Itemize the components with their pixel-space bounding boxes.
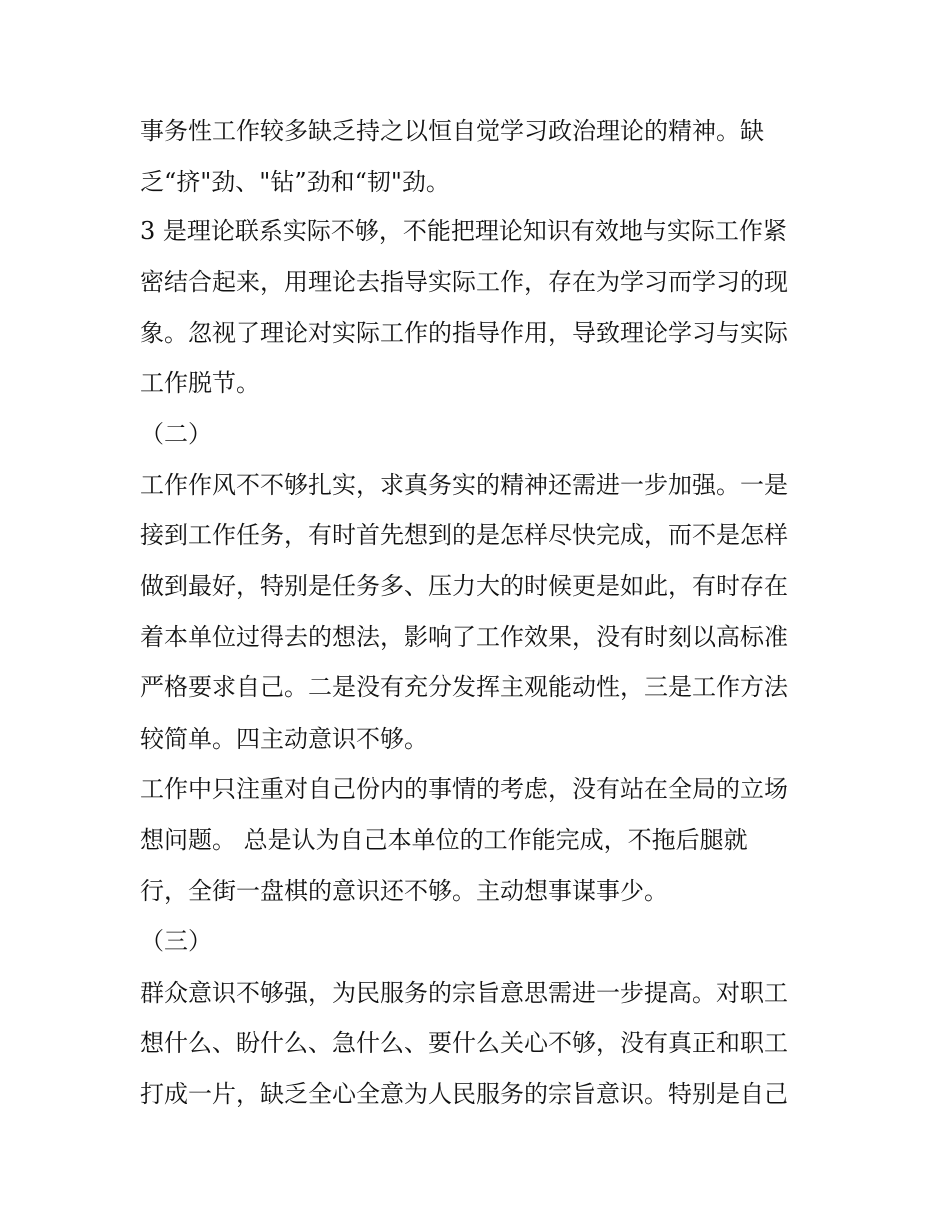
text-line: 工作作风不不够扎实，求真务实的精神还需进一步加强。一是 <box>140 471 788 499</box>
text-line: 严格要求自己。二是没有充分发挥主观能动性，三是工作方法 <box>140 673 788 701</box>
text-line: 想什么、盼什么、急什么、要什么关心不够，没有真正和职工 <box>140 1029 788 1057</box>
text-line: 密结合起来，用理论去指导实际工作，存在为学习而学习的现 <box>140 268 788 296</box>
text-line: 事务性工作较多缺乏持之以恒自觉学习政治理论的精神。缺 <box>140 117 764 145</box>
text-line: 较简单。四主动意识不够。 <box>140 725 428 753</box>
text-line: 乏“挤"劲、"钻”劲和“韧"劲。 <box>140 168 450 196</box>
text-line: 想问题。 总是认为自己本单位的工作能完成，不拖后腿就 <box>140 826 748 854</box>
text-line: 打成一片，缺乏全心全意为人民服务的宗旨意识。特别是自己 <box>140 1080 788 1108</box>
text-line: 3 是理论联系实际不够，不能把理论知识有效地与实际工作紧 <box>140 217 787 245</box>
text-line: 工作中只注重对自己份内的事情的考虑，没有站在全局的立场 <box>140 775 788 803</box>
text-line: 着本单位过得去的想法，影响了工作效果，没有时刻以高标准 <box>140 623 788 651</box>
text-line: 做到最好，特别是任务多、压力大的时候更是如此，有时存在 <box>140 572 788 600</box>
section-heading: （二） <box>140 420 212 448</box>
text-line: 象。忽视了理论对实际工作的指导作用，导致理论学习与实际 <box>140 319 788 347</box>
text-line: 接到工作任务，有时首先想到的是怎样尽快完成，而不是怎样 <box>140 521 788 549</box>
section-heading: （三） <box>140 927 212 955</box>
text-line: 工作脱节。 <box>140 369 260 397</box>
text-line: 群众意识不够强，为民服务的宗旨意思需进一步提高。对职工 <box>140 979 788 1007</box>
text-line: 行，全街一盘棋的意识还不够。主动想事谋事少。 <box>140 877 668 905</box>
